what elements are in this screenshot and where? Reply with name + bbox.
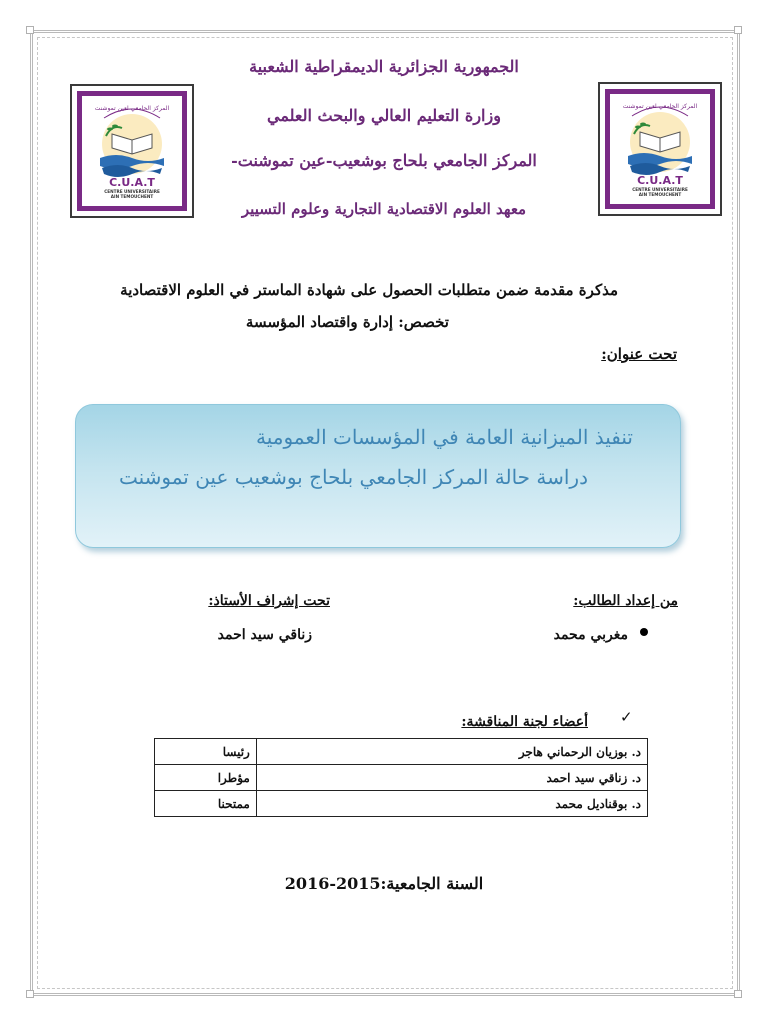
checkmark-icon: ✓ (620, 708, 633, 726)
header-institute: معهد العلوم الاقتصادية التجارية وعلوم التسيير (241, 200, 527, 218)
table-row (155, 791, 648, 817)
cuat-emblem-icon (610, 94, 710, 204)
border-corner (734, 26, 742, 34)
logo-subtitle: AIN TEMOUCHENT (110, 194, 154, 199)
table-row (155, 765, 648, 791)
cuat-emblem-icon (82, 96, 182, 206)
thesis-title-main: تنفيذ الميزانية العامة في المؤسسات العمومية (256, 425, 633, 449)
supervisor-label: تحت إشراف الأستاذ: (208, 593, 330, 609)
academic-year: السنة الجامعية:2015-2016 (284, 874, 484, 893)
header-ministry: وزارة التعليم العالي والبحث العلمي (267, 106, 501, 125)
student-name: مغربي محمد (553, 627, 628, 643)
thesis-purpose: مذكرة مقدمة ضمن متطلبات الحصول على شهادة الماستر في العلوم الاقتصادية (120, 281, 618, 299)
committee-table (154, 738, 648, 817)
committee-member-role: مؤطرا (155, 765, 257, 791)
logo-subtitle: CENTRE UNIVERSITAIRE (632, 187, 688, 192)
logo-acronym: C.U.A.T (637, 174, 683, 187)
border-corner (26, 26, 34, 34)
border-corner (734, 990, 742, 998)
header-republic: الجمهورية الجزائرية الديمقراطية الشعبية (249, 57, 519, 76)
committee-member-name: د. بوقناديل محمد (256, 791, 647, 817)
table-row (155, 739, 648, 765)
logo-arabic-arc: المركز الجامعي لعين تموشنت (94, 105, 170, 112)
committee-member-name: د. زناقي سيد احمد (256, 765, 647, 791)
student-label: من إعداد الطالب: (573, 593, 678, 609)
bullet-icon (640, 628, 648, 636)
committee-member-name: د. بوزيان الرحماني هاجر (256, 739, 647, 765)
committee-label: أعضاء لجنة المناقشة: (461, 714, 588, 730)
university-logo-left (70, 84, 194, 218)
header-university: المركز الجامعي بلحاج بوشعيب-عين تموشنت- (231, 151, 537, 170)
supervisor-name: زناقي سيد احمد (217, 627, 312, 643)
logo-subtitle: AIN TEMOUCHENT (638, 192, 682, 197)
thesis-title-case-study: دراسة حالة المركز الجامعي بلحاج بوشعيب عين تموشنت (118, 465, 588, 489)
logo-subtitle: CENTRE UNIVERSITAIRE (104, 189, 160, 194)
logo-arabic-arc: المركز الجامعي لعين تموشنت (622, 103, 698, 110)
university-logo-right (598, 82, 722, 216)
border-corner (26, 990, 34, 998)
thesis-specialty: تخصص: إدارة واقتصاد المؤسسة (245, 313, 449, 331)
thesis-title-label: تحت عنوان: (601, 345, 677, 363)
committee-member-role: ممتحنا (155, 791, 257, 817)
committee-member-role: رئيسا (155, 739, 257, 765)
logo-acronym: C.U.A.T (109, 176, 155, 189)
